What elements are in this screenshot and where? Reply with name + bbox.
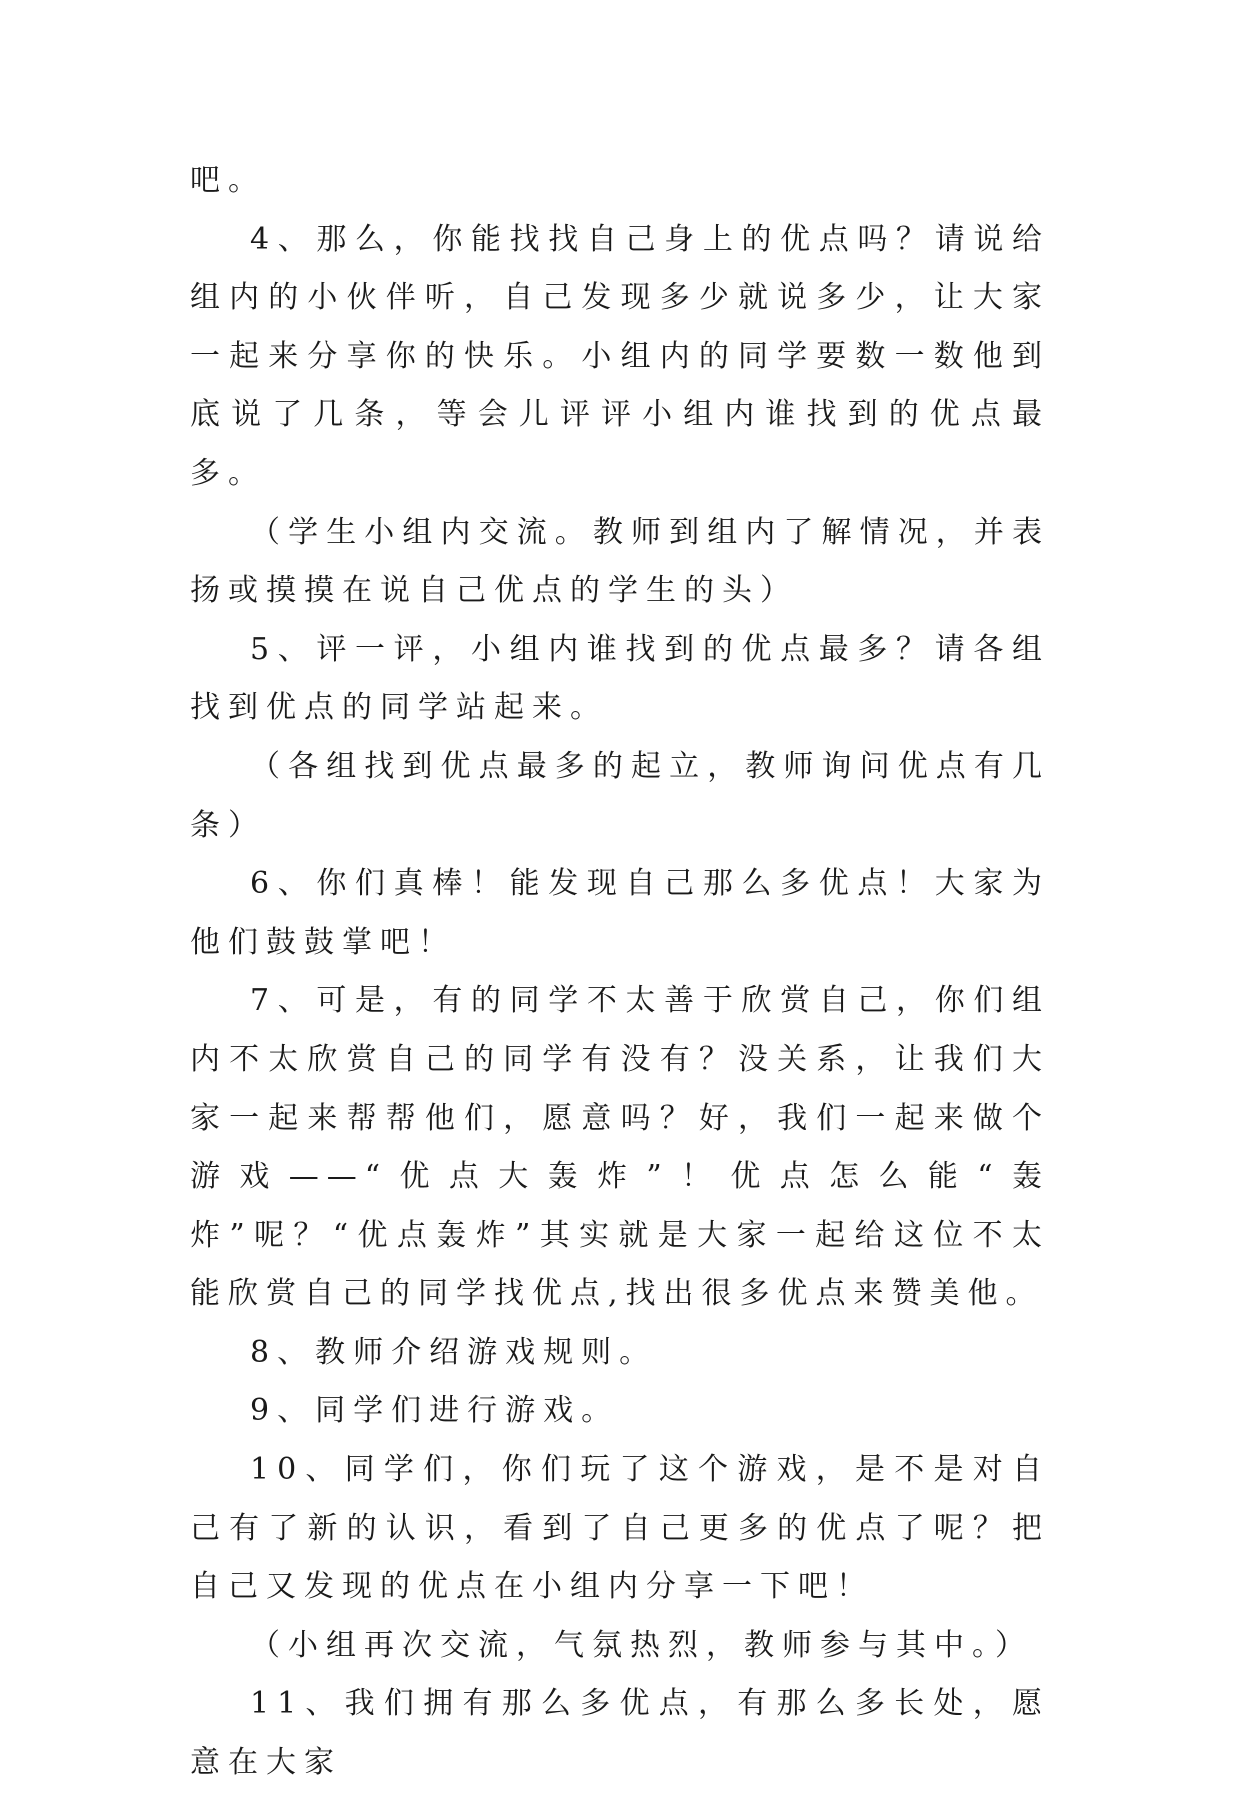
paragraph-step-6: 6、你们真棒！能发现自己那么多优点！大家为他们鼓鼓掌吧！ (190, 866, 1050, 960)
paragraph-step-5: 5、评一评，小组内谁找到的优点最多？请各组找到优点的同学站起来。 (190, 631, 1050, 726)
document-body (190, 152, 1050, 1793)
paragraph-step-4: 4、那么，你能找找自己身上的优点吗？请说给组内的小伙伴听，自己发现多少就说多少，让大家一起来分享你的快乐。小组内的同学要数一数他到底说了几条，等会儿评评小组内谁找到的优点最多。 (190, 221, 1050, 491)
paragraph-continuation: 吧。 (190, 163, 266, 198)
paragraph-note-group-exchange: （学生小组内交流。教师到组内了解情况，并表扬或摸摸在说自己优点的学生的头） (190, 514, 1050, 609)
paragraph-note-second-exchange: （小组再次交流，气氛热烈，教师参与其中。） (250, 1627, 1033, 1663)
paragraph-note-stand-up: （各组找到优点最多的起立，教师询问优点有几条） (190, 748, 1050, 843)
paragraph-step-10: 10、同学们，你们玩了这个游戏，是不是对自己有了新的认识，看到了自己更多的优点了呢？把自己又发现的优点在小组内分享一下吧！ (190, 1452, 1050, 1605)
paragraph-step-11: 11、我们拥有那么多优点，有那么多长处，愿意在大家 (190, 1686, 1050, 1781)
paragraph-step-8: 8、教师介绍游戏规则。 (250, 1334, 658, 1370)
paragraph-step-7: 7、可是，有的同学不太善于欣赏自己，你们组内不太欣赏自己的同学有没有？没关系，让我们大家一起来帮帮他们，愿意吗？好，我们一起来做个游戏——“优点大轰炸”！优点怎么能“轰炸”呢？“优点轰炸”其实就是大家一起给这位不太能欣赏自己的同学找优点,找出很多优点来赞美他。 (190, 983, 1050, 1312)
paragraph-step-9: 9、同学们进行游戏。 (250, 1393, 620, 1429)
